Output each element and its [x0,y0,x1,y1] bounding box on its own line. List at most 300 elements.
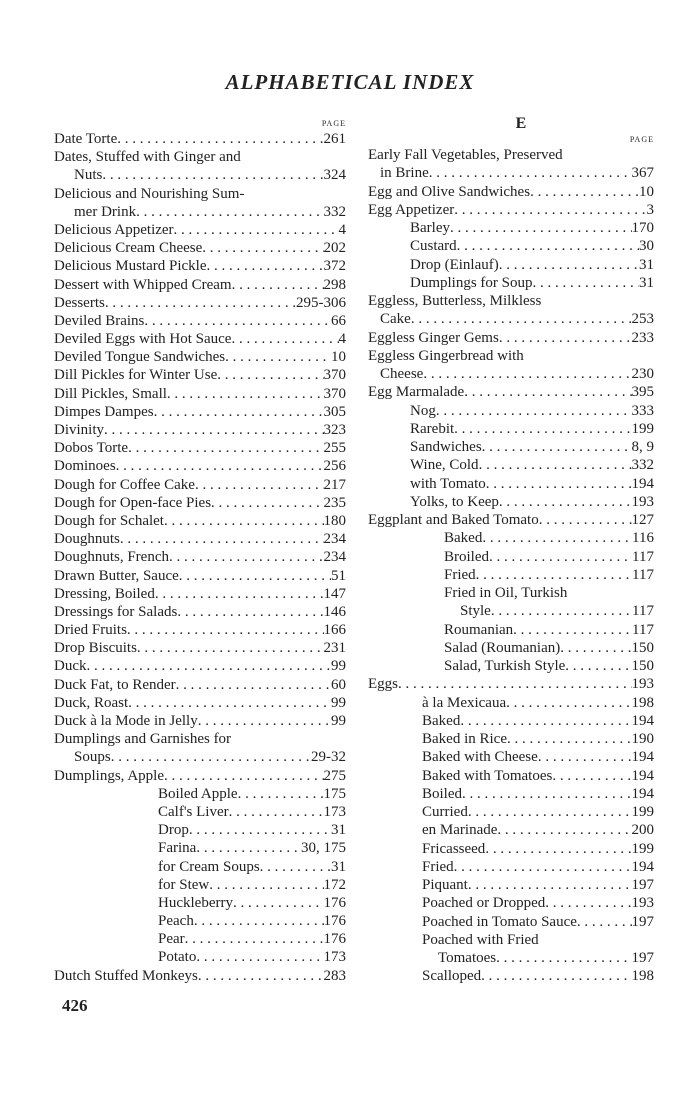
leader-dots [196,948,323,966]
entry-text: Salad, Turkish Style [444,658,566,674]
leader-dots [429,164,632,182]
entry-text: for Stew [158,876,210,893]
entry-page: 199 [631,840,654,857]
entry-page: 197 [631,877,654,893]
entry-page: 194 [631,475,654,492]
leader-dots [457,237,639,255]
entry-page: 8, 9 [631,439,654,455]
left-entry-list [54,130,346,985]
entry-page: 370 [323,367,346,384]
entry-text: Dough for Coffee Cake [54,476,195,493]
entry-page: 332 [323,203,346,220]
entry-text: Potato [158,949,197,966]
entry-text: Farina [158,840,197,857]
leader-dots [154,403,324,421]
entry-text: Piquant [422,877,468,893]
leader-dots [476,566,632,584]
index-entry [368,675,654,693]
entry-text: Baked with Tomatoes [422,767,553,784]
entry-page: 117 [632,603,654,620]
entry-page: 10 [639,183,654,200]
index-entry [368,767,654,785]
index-entry [368,183,654,201]
entry-page: 194 [631,785,654,802]
entry-page: 166 [323,622,346,639]
leader-dots [499,493,632,511]
index-entry [368,894,654,912]
leader-dots [127,621,324,639]
page-number: 426 [62,996,88,1015]
entry-page: 117 [632,621,654,638]
entry-page: 99 [331,713,346,729]
entry-page: 197 [631,913,654,930]
index-entry [54,621,346,639]
index-entry [368,402,654,420]
index-entry [54,912,346,930]
index-entry [368,529,654,547]
index-entry [54,476,346,494]
entry-page: 256 [323,458,346,475]
entry-page: 172 [323,876,346,893]
index-entry [54,694,346,712]
index-entry [54,712,346,730]
index-entry [54,603,346,621]
leader-dots [423,365,631,383]
leader-dots [105,294,296,312]
entry-text: Tomatoes [438,950,497,966]
index-entry [368,237,654,255]
index-entry [368,639,654,657]
index-entry [368,712,654,730]
index-entry [54,403,346,421]
leader-dots [481,967,631,985]
index-entry [54,730,346,748]
entry-page: 31 [331,822,346,839]
entry-text: Dobos Torte [54,440,129,457]
leader-dots [533,274,639,292]
entry-text: with Tomato [410,475,486,492]
index-entry [54,203,346,221]
entry-page: 146 [323,603,346,620]
entry-text: Poached with Fried [422,931,539,948]
index-entry [54,767,346,785]
index-entry [368,566,654,584]
index-entry [54,894,346,912]
entry-page: 175 [323,785,346,802]
index-entry [54,494,346,512]
entry-text: Eggless, Butterless, Milkless [368,293,542,309]
entry-page: 10 [331,349,346,366]
section-letter: E [515,115,527,132]
entry-page: 200 [631,822,654,839]
entry-page: 332 [631,457,654,474]
entry-text: Yolks, to Keep [410,493,499,510]
entry-text: Dessert with Whipped Cream [54,276,232,293]
index-entry [368,201,654,219]
entry-text: Doughnuts [54,531,120,548]
leader-dots [144,312,331,330]
index-entry [368,456,654,474]
entry-page: 199 [631,420,654,437]
entry-text: Dill Pickles, Small [54,385,167,402]
entry-page: 217 [323,476,346,493]
entry-text: Roumanian [444,621,514,638]
index-entry [54,639,346,657]
index-entry [54,585,346,603]
index-entry [54,385,346,403]
entry-text: Barley [410,220,450,236]
index-entry [368,365,654,383]
entry-page: 4 [338,221,346,238]
entry-text: Delicious Cream Cheese [54,240,203,257]
entry-text: Style [460,603,491,620]
leader-dots [116,457,324,475]
index-entry [54,676,346,694]
leader-dots [169,548,324,566]
entry-text: Nuts [74,167,103,184]
entry-text: Dutch Stuffed Monkeys [54,967,198,984]
leader-dots [231,330,338,348]
entry-page: 31 [639,256,654,273]
index-entry [54,930,346,948]
leader-dots [202,239,323,257]
leader-dots [260,858,331,876]
leader-dots [232,276,324,294]
leader-dots [164,512,324,530]
leader-dots [238,785,324,803]
entry-page: 194 [631,712,654,729]
entry-text: Duck, Roast [54,694,129,711]
entry-page: 31 [639,274,654,291]
entry-text: Soups [74,749,111,766]
index-entry [54,839,346,857]
leader-dots [491,602,632,620]
leader-dots [155,585,324,603]
index-entry [54,330,346,348]
entry-text: Drop Biscuits [54,640,137,657]
leader-dots [128,439,323,457]
entry-page: 147 [323,585,346,602]
entry-page: 66 [331,312,346,329]
entry-page: 176 [323,931,346,948]
index-entry [54,439,346,457]
entry-text: Drop [158,822,189,839]
entry-page: 323 [323,422,346,438]
leader-dots [136,203,323,221]
entry-page: 234 [323,549,346,566]
leader-dots [489,548,632,566]
entry-text: Baked in Rice [422,731,507,747]
entry-page: 170 [631,220,654,236]
entry-text: Dough for Open-face Pies [54,494,212,511]
entry-page: 235 [323,494,346,511]
entry-text: Drop (Einlauf) [410,256,499,273]
entry-page: 31 [331,858,346,875]
leader-dots [195,476,324,494]
entry-page: 117 [632,566,654,583]
leader-dots [454,201,646,219]
entry-page: 60 [331,676,346,693]
leader-dots [577,913,632,931]
leader-dots [485,840,631,858]
entry-page: 333 [631,402,654,419]
entry-text: en Marinade [422,822,498,839]
entry-page: 176 [323,913,346,930]
entry-page: 117 [632,548,654,565]
entry-text: Delicious and Nourishing Sum- [54,185,245,202]
leader-dots [398,675,632,693]
entry-text: Duck [54,658,87,675]
index-entry [368,730,654,748]
entry-text: Dill Pickles for Winter Use [54,367,218,384]
entry-page: 305 [323,403,346,420]
leader-dots [217,366,323,384]
index-entry [368,274,654,292]
entry-page: 116 [632,530,654,547]
leader-dots [468,803,632,821]
entry-text: Baked [422,712,461,729]
index-entry [54,312,346,330]
index-entry [54,221,346,239]
index-entry [54,567,346,585]
index-entry [368,164,654,182]
index-entry [54,803,346,821]
entry-page: 275 [323,767,346,784]
entry-text: Date Torte [54,131,118,147]
leader-dots [198,712,331,730]
entry-page: 283 [323,967,346,984]
index-entry [368,840,654,858]
leader-dots [174,221,339,239]
entry-text: Dressings for Salads [54,603,178,620]
leader-dots [454,858,632,876]
entry-page: 324 [323,167,346,184]
index-entry [368,219,654,237]
index-entry [54,748,346,766]
leader-dots [539,511,632,529]
index-entry [368,602,654,620]
entry-page: 173 [323,949,346,966]
right-entry-list [368,146,654,986]
index-entry [368,748,654,766]
entry-text: Desserts [54,294,105,311]
entry-page: 370 [323,385,346,402]
index-entry [368,913,654,931]
leader-dots [499,329,632,347]
leader-dots [552,767,631,785]
entry-text: Delicious Appetizer [54,221,174,238]
entry-text: Boiled [422,785,462,802]
leader-dots [206,257,323,275]
entry-text: Dumplings, Apple [54,767,165,784]
leader-dots [486,475,632,493]
entry-page: 194 [631,858,654,875]
entry-text: Curried [422,804,468,820]
entry-page: 176 [323,894,346,911]
index-entry [54,366,346,384]
entry-page: 372 [323,258,346,275]
leader-dots [460,712,631,730]
entry-text: Nog [410,402,436,419]
index-entry [54,876,346,894]
leader-dots [545,894,631,912]
leader-dots [496,949,631,967]
entry-page: 197 [631,950,654,966]
entry-text: Huckleberry [158,894,233,911]
right-column [368,114,654,986]
entry-page: 234 [323,531,346,548]
leader-dots [177,603,323,621]
index-entry [368,876,654,894]
entry-text: for Cream Soups [158,858,260,875]
entry-page: 180 [323,512,346,529]
leader-dots [128,694,331,712]
leader-dots [506,694,631,712]
entry-text: Peach [158,913,194,930]
leader-dots [565,657,631,675]
entry-text: Drawn Butter, Sauce [54,567,179,584]
entry-text: Eggless Gingerbread with [368,347,524,364]
entry-page: 199 [631,804,654,820]
leader-dots [233,894,324,912]
index-entry [54,130,346,148]
page-column-header: PAGE [629,135,654,144]
index-entry [368,329,654,347]
index-entry [368,803,654,821]
leader-dots [211,494,323,512]
index-entry [54,348,346,366]
entry-text: Eggless Ginger Gems [368,329,499,346]
leader-dots [411,310,632,328]
left-column [54,118,346,985]
entry-text: Dates, Stuffed with Ginger and [54,149,241,166]
leader-dots [513,621,632,639]
index-entry [368,383,654,401]
leader-dots [450,219,632,237]
index-entry [368,475,654,493]
leader-dots [176,676,331,694]
entry-page: 194 [631,749,654,766]
index-entry [368,858,654,876]
entry-text: Dumplings for Soup [410,274,533,291]
entry-page: 30, 175 [301,840,346,857]
leader-dots [229,803,324,821]
entry-text: Poached in Tomato Sauce [422,913,577,930]
leader-dots [560,639,631,657]
index-entry [54,457,346,475]
entry-text: Egg Marmalade [368,384,465,401]
index-entry [54,421,346,439]
entry-text: Calf's Liver [158,803,229,820]
entry-text: Boiled Apple [158,785,238,802]
index-entry [368,310,654,328]
entry-text: Delicious Mustard Pickle [54,258,207,275]
entry-text: Wine, Cold [410,457,479,474]
leader-dots [120,530,324,548]
index-entry [368,821,654,839]
entry-text: Fried [422,858,454,875]
entry-text: Early Fall Vegetables, Preserved [368,147,563,163]
leader-dots [497,821,631,839]
index-entry [54,148,346,166]
entry-text: Sandwiches [410,439,482,455]
index-entry [368,256,654,274]
entry-text: mer Drink [74,203,137,220]
index-entry [368,967,654,985]
leader-dots [117,130,323,148]
index-entry [54,294,346,312]
index-entry [54,276,346,294]
leader-dots [194,912,324,930]
leader-dots [102,166,323,184]
entry-page: 51 [331,567,346,584]
entry-text: Baked with Cheese [422,749,538,766]
leader-dots [179,567,331,585]
entry-page: 150 [631,658,654,674]
index-entry [54,821,346,839]
entry-text: Fried in Oil, Turkish [444,585,568,601]
index-entry [368,438,654,456]
entry-page: 194 [631,767,654,784]
entry-page: 173 [323,803,346,820]
entry-page: 30 [639,238,654,255]
leader-dots [164,767,323,785]
entry-text: Salad (Roumanian) [444,639,561,656]
index-entry [368,694,654,712]
index-entry [368,584,654,602]
leader-dots [87,657,332,675]
entry-text: Dressing, Boiled [54,585,155,602]
entry-text: Dried Fruits [54,622,127,639]
entry-text: Fried [444,566,476,583]
entry-page: 4 [338,331,346,348]
leader-dots [479,456,632,474]
index-title: ALPHABETICAL INDEX [225,70,475,94]
entry-page: 253 [631,311,654,328]
entry-text: Duck Fat, to Render [54,676,176,693]
index-entry [368,548,654,566]
leader-dots [209,876,323,894]
leader-dots [454,420,631,438]
entry-text: Eggs [368,676,398,693]
entry-text: Dimpes Dampes [54,403,154,420]
leader-dots [462,785,632,803]
leader-dots [198,967,324,985]
index-entry [368,292,654,310]
leader-dots [104,421,323,439]
index-entry [54,185,346,203]
entry-text: Deviled Brains [54,312,145,329]
page-column-header: PAGE [321,119,346,128]
entry-page: 193 [631,493,654,510]
entry-page: 127 [631,512,654,528]
leader-dots [185,930,324,948]
entry-text: Rarebit [410,420,455,437]
entry-page: 193 [631,895,654,912]
entry-text: Broiled [444,548,489,565]
index-entry [54,948,346,966]
entry-text: Dominoes [54,458,116,475]
index-entry [54,257,346,275]
index-entry [368,347,654,365]
entry-page: 29-32 [311,749,346,766]
leader-dots [482,529,632,547]
index-entry [54,530,346,548]
leader-dots [436,402,632,420]
entry-page: 298 [323,276,346,293]
leader-dots [538,748,632,766]
leader-dots [111,748,311,766]
